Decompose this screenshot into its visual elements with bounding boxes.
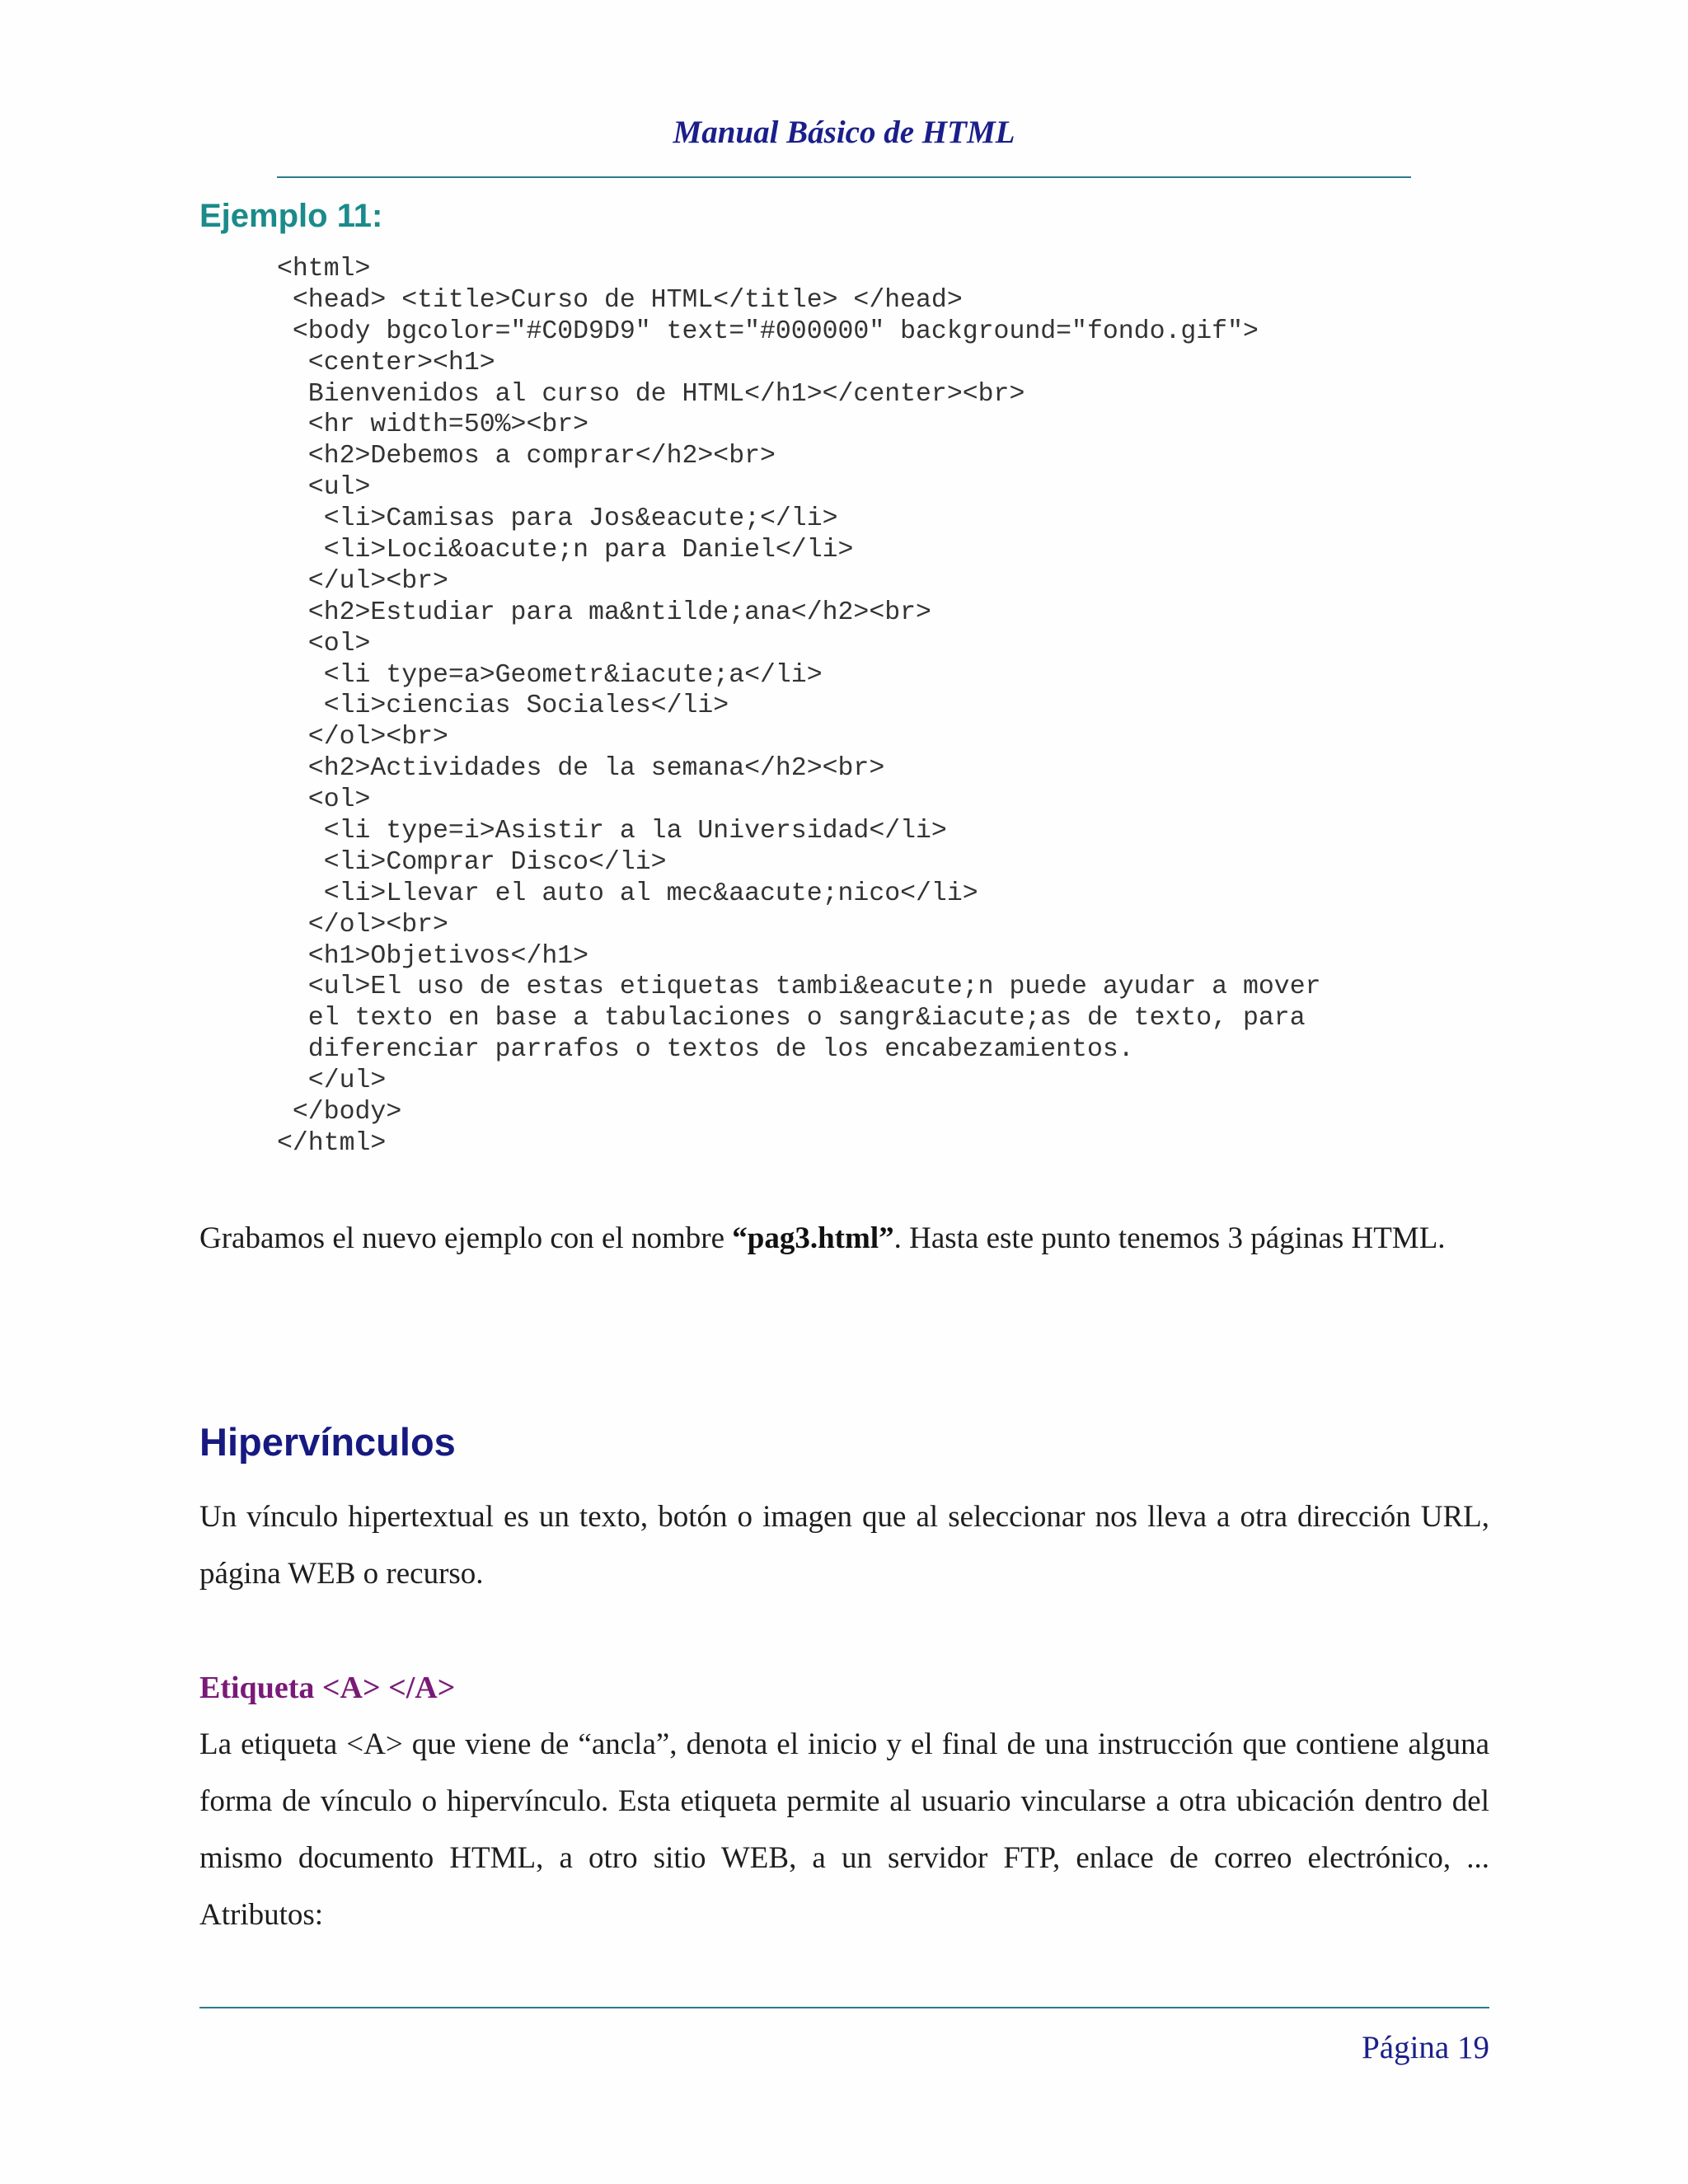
save-text-after: . Hasta este punto tenemos 3 páginas HTML. [893, 1221, 1446, 1255]
code-line: <li>Camisas para Jos&eacute;</li> [277, 504, 838, 534]
code-line: <li>Comprar Disco</li> [277, 847, 667, 877]
subheading-anchor-tag: Etiqueta <A> </A> [199, 1671, 456, 1705]
save-filename: “pag3.html” [732, 1221, 894, 1255]
code-line: </ul> [277, 1066, 387, 1096]
code-line: </ul><br> [277, 566, 448, 596]
code-line: Bienvenidos al curso de HTML</h1></center><br> [277, 379, 1025, 409]
code-line: <hr width=50%><br> [277, 410, 589, 440]
header-divider [277, 176, 1411, 178]
code-line: </body> [277, 1098, 402, 1127]
code-line: </ol><br> [277, 723, 448, 752]
code-line: <center><h1> [277, 348, 495, 377]
anchor-paragraph: La etiqueta <A> que viene de “ancla”, denota el inicio y el final de una instrucción que contiene alguna forma de vínculo o hipervínculo. Esta etiqueta permite al usuario vincularse a otra ubicación dentro del mismo documento HTML, a otro sitio WEB, a un servidor FTP, enlace de correo electrónico, ... Atributos: [199, 1727, 1489, 1932]
code-line: el texto en base a tabulaciones o sangr&iacute;as de texto, para [277, 1004, 1306, 1033]
code-line: <h1>Objetivos</h1> [277, 941, 589, 971]
save-paragraph [199, 1210, 1489, 1267]
code-line: <ul>El uso de estas etiquetas tambi&eacute;n puede ayudar a mover [277, 972, 1321, 1002]
code-line: <li>ciencias Sociales</li> [277, 691, 729, 721]
code-line: <li type=a>Geometr&iacute;a</li> [277, 660, 823, 690]
code-line: <body bgcolor="#C0D9D9" text="#000000" background="fondo.gif"> [277, 316, 1259, 346]
code-line: <h2>Actividades de la semana</h2><br> [277, 754, 885, 784]
example-heading: Ejemplo 11: [199, 198, 383, 234]
code-line: <h2>Estudiar para ma&ntilde;ana</h2><br> [277, 598, 931, 627]
code-line: <ol> [277, 629, 371, 658]
code-listing [277, 254, 1321, 1160]
code-line: <head> <title>Curso de HTML</title> </head> [277, 285, 963, 315]
code-line: diferenciar parrafos o textos de los encabezamientos. [277, 1035, 1134, 1065]
code-line: <ul> [277, 473, 371, 503]
running-header-title: Manual Básico de HTML [673, 115, 1015, 150]
code-line: <ol> [277, 785, 371, 815]
section-heading-hyperlinks: Hipervínculos [199, 1420, 456, 1464]
hyperlinks-paragraph: Un vínculo hipertextual es un texto, botón o imagen que al seleccionar nos lleva a otra dirección URL, página WEB o recurso. [199, 1500, 1489, 1591]
code-line: <html> [277, 255, 371, 284]
page-number: Página 19 [1362, 2030, 1489, 2065]
code-line: </html> [277, 1128, 387, 1158]
code-line: <li>Loci&oacute;n para Daniel</li> [277, 536, 854, 565]
save-text-before: Grabamos el nuevo ejemplo con el nombre [199, 1221, 733, 1255]
footer-divider [199, 2007, 1489, 2008]
code-line: </ol><br> [277, 910, 448, 940]
code-line: <h2>Debemos a comprar</h2><br> [277, 442, 776, 471]
code-line: <li>Llevar el auto al mec&aacute;nico</li> [277, 879, 978, 908]
code-line: <li type=i>Asistir a la Universidad</li> [277, 817, 947, 846]
